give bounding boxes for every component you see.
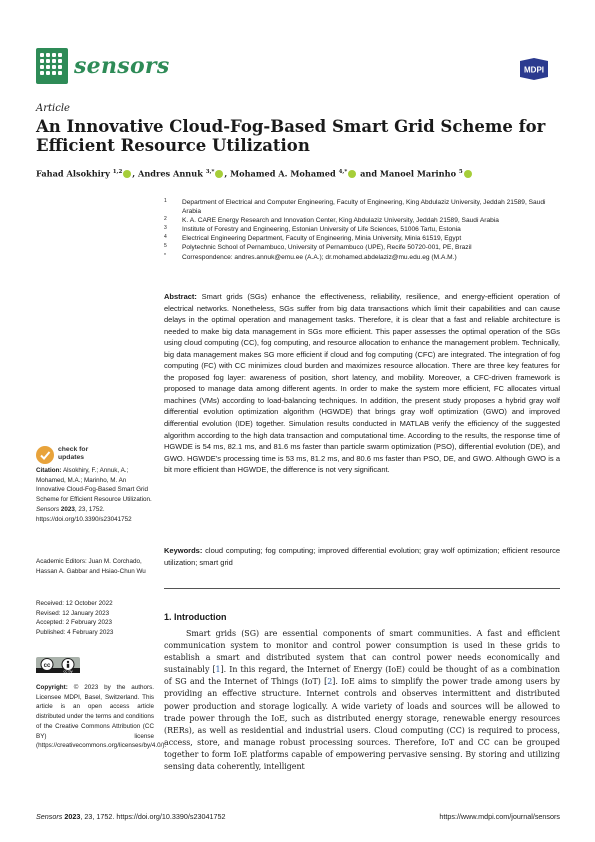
abstract-label: Abstract: xyxy=(164,292,197,301)
affiliation-item: 3 Institute of Forestry and Engineering, Estonian University of Life Sciences, 51006 Tartu, Estonia xyxy=(164,225,461,234)
date-published: Published: 4 February 2023 xyxy=(36,629,114,637)
citation-doi[interactable]: , 23, 1752. https://doi.org/10.3390/s23041752 xyxy=(36,505,132,523)
orcid-icon[interactable] xyxy=(123,170,131,178)
affiliation-item: 5 Polytechnic School of Pernambuco, University of Pernambuco (UPE), Recife 50720-001, PE, Brazil xyxy=(164,243,472,252)
journal-name: sensors xyxy=(74,53,170,79)
affiliation-item: 1 Department of Electrical and Computer Engineering, Faculty of Engineering, King Abdulaziz University, Jeddah 21589, Saudi Arabia xyxy=(164,198,546,216)
citation-year: 2023 xyxy=(60,505,75,513)
citation-label: Citation: xyxy=(36,467,62,474)
check-updates-label: check for updates xyxy=(58,446,89,461)
keywords-label: Keywords: xyxy=(164,546,203,555)
keywords xyxy=(164,545,560,568)
affiliation-item: 2 K. A. CARE Energy Research and Innovation Center, King Abdulaziz University, Jeddah 21589, Saudi Arabia xyxy=(164,216,499,225)
author-name: Fahad Alsokhiry xyxy=(36,168,110,179)
author-marks: 5 xyxy=(458,169,463,175)
cc-label: cc by xyxy=(63,668,73,673)
orcid-icon[interactable] xyxy=(215,170,223,178)
abstract-text: Smart grids (SGs) enhance the effectiveness, reliability, resilience, and energy-efficient operation of electrical networks. Nonetheless, SGs suffer from big data transactions which limit their capabilities and can cause delays in the optimal operation and management tasks. Therefore, it is clear that a fast and reliable architecture is needed to make big data management in SGs more efficient. This paper assesses the optimal operation of the SGs using cloud computing (CC), fog computing, and resource allocation to enhance the management problem. Technically, big data management makes SG more efficient if cloud and fog computing (CFC) are integrated. The integration of fog computing (FC) with CC minimizes cloud burden and maximizes resource allocation. There are three key features for the proposed fog layer: awareness of position, short latency, and mobility. Moreover, a CFC-driven framework is proposed to manage data among different agents. In order to make the system more efficient, FC allocates virtual machines (VMs) according to load-balancing techniques. In addition, the present study proposes a hybrid gray wolf differential evolution optimization algorithm (HGWDE) that brings gray wolf optimization (GWO) and improved differential evolution (IDE) together. Simulation results conducted in MATLAB verify the efficiency of the suggested algorithm according to the high data transaction and computational time. According to the results, the response time of HGWDE is 54 ms, 82.1 ms, and 81.6 ms faster than particle swarm optimization (PSO), differential evolution (DE), and GWO. HGWDE's processing time is 53 ms, 81.2 ms, and 80.6 ms faster than PSO, DE, and GWO. Although GWO is a bit more efficient than HGWDE, the difference is not very significant. xyxy=(164,292,560,475)
history-dates xyxy=(36,599,154,638)
author-name: Andres Annuk xyxy=(137,168,203,179)
journal-logo-icon xyxy=(36,48,68,84)
svg-text:cc: cc xyxy=(43,663,51,669)
check-updates-icon xyxy=(36,446,54,464)
affiliation-list xyxy=(164,198,564,262)
date-accepted: Accepted: 2 February 2023 xyxy=(36,619,112,627)
footer-journal-url[interactable]: https://www.mdpi.com/journal/sensors xyxy=(439,812,560,821)
citation-journal: Sensors xyxy=(36,505,60,513)
author-list: Fahad Alsokhiry $^{1,2}$ , Andres Annuk $^{3,*}$ , Mohamed A. Mohamed $^{4,*}$ and Manoel Marinho $^5$ xyxy=(36,167,566,180)
article-type: Article xyxy=(36,103,70,114)
footer-citation: Sensors 2023, 23, 1752. https://doi.org/10.3390/s23041752 xyxy=(36,812,226,821)
academic-editors: Academic Editors: Juan M. Corchado, Hassan A. Gabbar and Hsiao-Chun Wu xyxy=(36,558,146,575)
author-marks: 3,* xyxy=(205,169,215,175)
introduction-paragraph: Smart grids (SG) are essential components of smart communities. A fast and efficient communication system to monitor and control power consumption is used in these grids to establish a smart and distributed system that can control power needs economically and sustainably [1]. In this regard, the Internet of Energy (IoE) could be thought of as a combination of SG and the Internet of Things (IoT) [2]. IoE aims to simplify the power trade among users by providing an effective structure. Internet controls and observes intermittent and distributed power production and storage logically. A wide variety of loads and sources will be allowed to trade power through the IoE, such as distributed energy storage, renewable energy resources (RERs), as well as residential and industrial users. Cloud computing (CC) is required to process, access, store, and manage robust processing sources. Therefore, IoT and CC can be grouped together to form IoE platforms capable of empowering pervasive sensing. By storing and utilizing sensing data coherently, intelligent xyxy=(164,629,561,772)
orcid-icon[interactable] xyxy=(464,170,472,178)
date-received: Received: 12 October 2022 xyxy=(36,600,113,607)
reference-link[interactable]: 1 xyxy=(215,665,221,675)
author-name: Mohamed A. Mohamed xyxy=(230,168,336,179)
correspondence: * Correspondence: andres.annuk@emu.ee (A.A.); dr.mohamed.abdelaziz@mu.edu.eg (M.A.M.) xyxy=(164,252,457,261)
abstract xyxy=(164,291,560,476)
publisher-logo-text: MDPI xyxy=(524,65,544,75)
section-divider xyxy=(164,588,560,589)
copyright-label: Copyright: xyxy=(36,684,68,691)
copyright-notice: Copyright: © 2023 by the authors. Licensee MDPI, Basel, Switzerland. This article is an open access article distributed under the terms and conditions of the Creative Commons Attribution (CC BY) license (https://creativecommons.org/licenses/by/4.0/). xyxy=(36,684,167,750)
keywords-text: cloud computing; fog computing; improved differential evolution; gray wolf optimization; efficient resource utilization; smart grid xyxy=(164,546,560,567)
cc-by-license-icon[interactable] xyxy=(36,657,80,673)
date-revised: Revised: 12 January 2023 xyxy=(36,609,110,617)
author-marks: 1,2 xyxy=(112,169,123,175)
article-title: An Innovative Cloud-Fog-Based Smart Grid Scheme for Efficient Resource Utilization xyxy=(36,117,546,155)
orcid-icon[interactable] xyxy=(348,170,356,178)
check-for-updates-button[interactable] xyxy=(36,446,96,468)
section-heading: 1. Introduction xyxy=(164,612,227,622)
author-marks: 4,* xyxy=(338,169,348,175)
affiliation-item: 4 Electrical Engineering Department, Faculty of Engineering, Minia University, Minia 61519, Egypt xyxy=(164,234,462,243)
author-name: Manoel Marinho xyxy=(379,168,457,179)
citation: Citation: Alsokhiry, F.; Annuk, A.; Mohamed, M.A.; Marinho, M. An Innovative Cloud-Fog-Based Smart Grid Scheme for Efficient Resource Utilization. Sensors 2023, 23, 1752. https://doi.org/10.3390/s23041752 xyxy=(36,467,152,523)
reference-link[interactable]: 2 xyxy=(327,677,333,687)
publisher-logo-icon xyxy=(516,58,552,80)
